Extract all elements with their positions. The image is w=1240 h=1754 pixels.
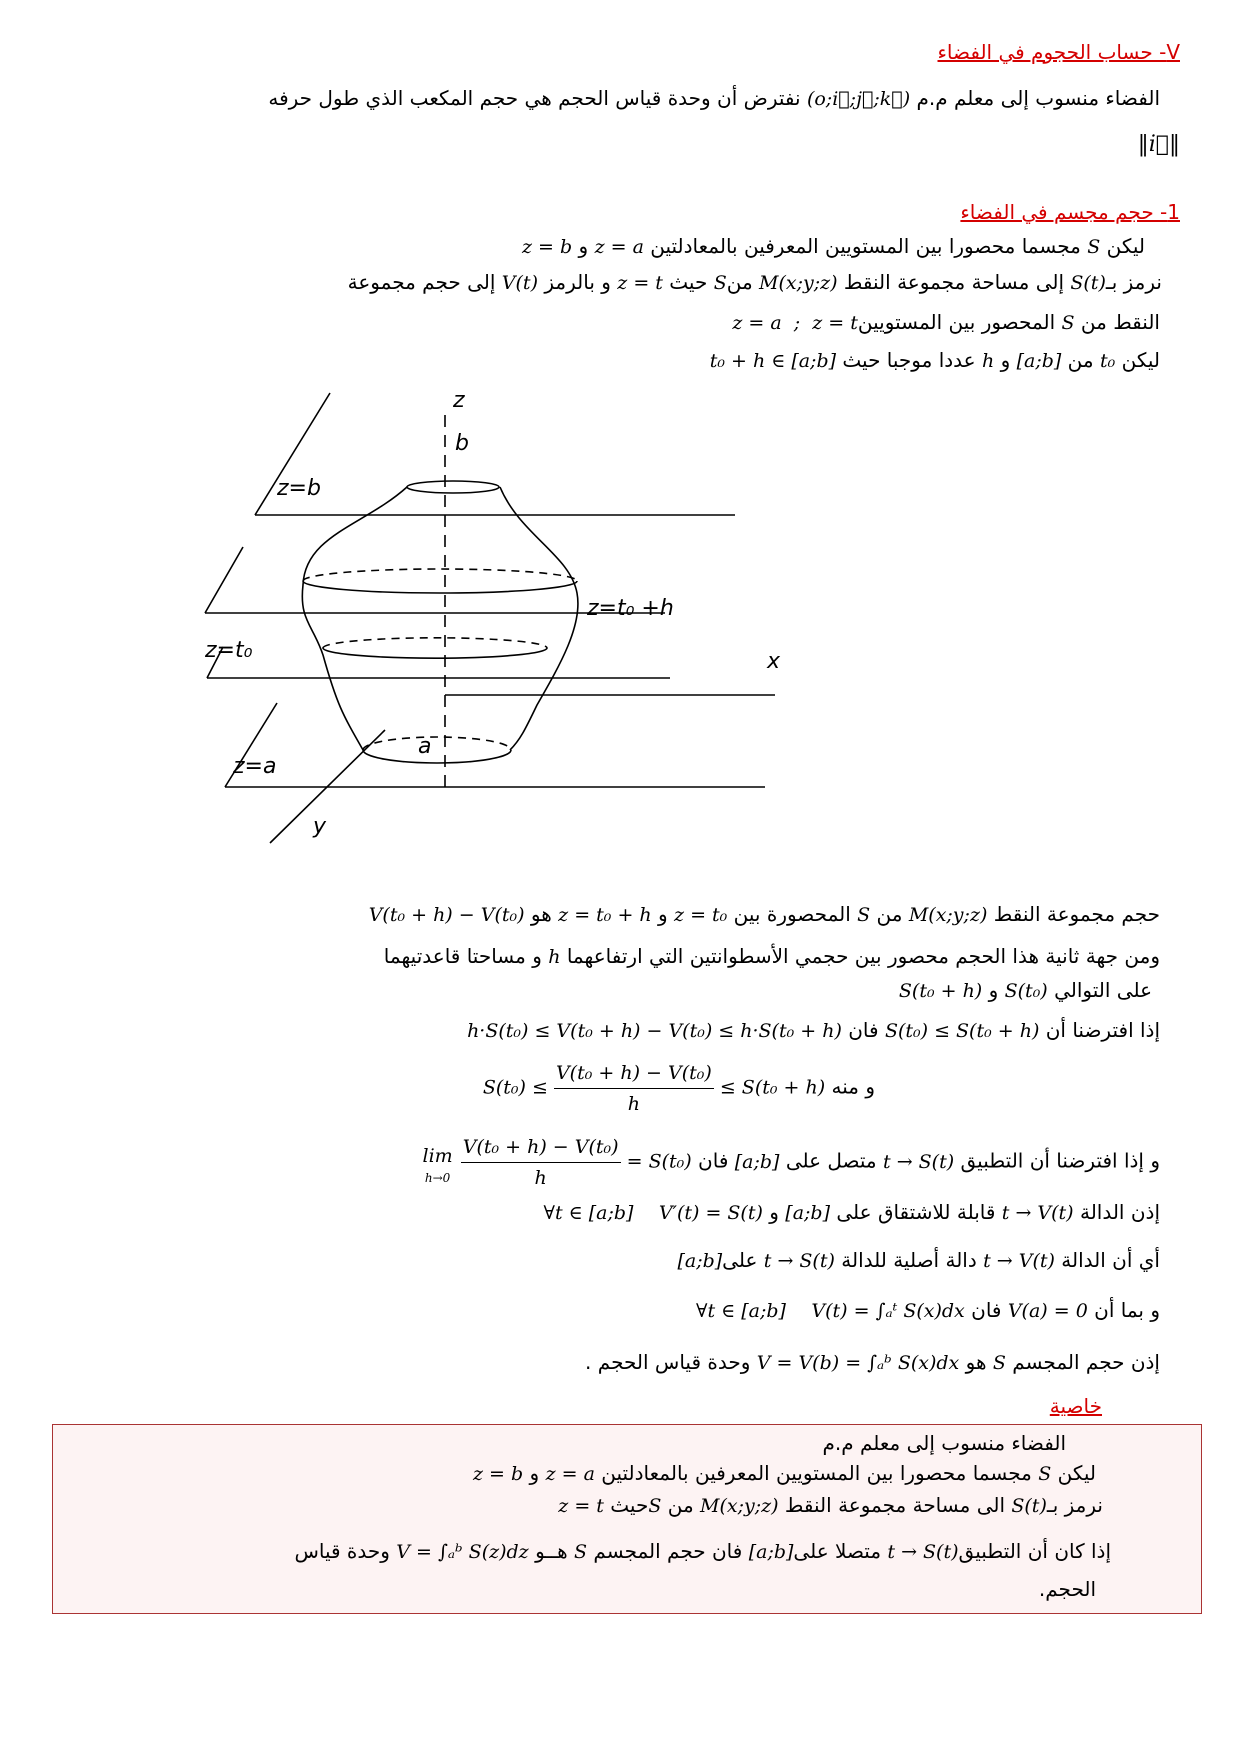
text: إذا افترضنا أن <box>1045 1018 1160 1042</box>
math: S <box>992 1352 1006 1374</box>
text: الى مساحة مجموعة النقط <box>784 1493 1006 1517</box>
text: نرمز بـ <box>1046 1493 1103 1517</box>
math: z = b <box>473 1463 524 1485</box>
text: وحدة قياس الحجم . <box>585 1350 751 1374</box>
math: S(t) <box>1011 1495 1047 1517</box>
math: ≤ S(t₀ + h) <box>719 1076 826 1099</box>
intro-part1: الفضاء منسوب إلى معلم م.م <box>916 86 1160 110</box>
text: و منه <box>831 1074 875 1099</box>
solid-right-side <box>500 487 578 750</box>
paragraph-11 <box>544 1198 1161 1227</box>
text: دالة أصلية للدالة <box>841 1248 977 1272</box>
label-z: z <box>453 388 465 413</box>
label-plane-b: z=b <box>277 476 321 501</box>
base-ellipse-front <box>363 750 511 763</box>
math: S <box>574 1541 588 1563</box>
text: و <box>1000 348 1011 372</box>
lim-subscript: h→0 <box>424 1170 451 1185</box>
label-x: x <box>767 649 781 674</box>
text: عددا موجبا حيث <box>842 348 976 372</box>
text: و مساحتا قاعدتيهما <box>383 944 542 968</box>
paragraph-1 <box>522 232 1145 261</box>
text: فان حجم المجسم <box>593 1539 743 1563</box>
property-line-5: الحجم. <box>1038 1577 1096 1601</box>
text: و إذا افترضنا أن التطبيق <box>960 1148 1160 1173</box>
text: من <box>726 270 753 294</box>
text: و <box>988 978 999 1002</box>
text: و <box>529 1461 540 1485</box>
math: S <box>1038 1463 1052 1485</box>
text: متصلا على <box>793 1539 882 1563</box>
math: S(t₀) ≤ <box>482 1076 548 1099</box>
math: z = b <box>522 236 573 258</box>
text: على التوالي <box>1054 978 1152 1002</box>
lim-text: lim <box>422 1144 453 1167</box>
solid-volume-figure <box>195 385 795 845</box>
text: متصل على <box>785 1148 877 1173</box>
intro-part2: نفترض أن وحدة قياس الحجم هي حجم المكعب الذي طول حرفه <box>268 86 801 110</box>
math: t → S(t) <box>763 1250 835 1272</box>
solid-left-side <box>302 487 407 750</box>
math: [a;b] <box>748 1541 794 1563</box>
math: S <box>857 904 871 926</box>
text: فان <box>848 1018 879 1042</box>
label-y: y <box>313 814 327 839</box>
math: = S(t₀) <box>626 1150 692 1173</box>
math: z = t <box>617 272 663 294</box>
paragraph-10 <box>421 1132 1160 1193</box>
frame-notation: (o;i⃗;j⃗;k⃗) <box>806 88 911 110</box>
paragraph-14 <box>585 1348 1160 1377</box>
property-line-3 <box>558 1491 1103 1520</box>
math: M(x;y;z) <box>759 272 838 294</box>
text: هو <box>965 1350 987 1374</box>
property-line-2 <box>473 1459 1096 1488</box>
base-ellipse-back <box>363 737 511 750</box>
paragraph-6 <box>384 942 1160 971</box>
section-t0-back <box>323 638 547 648</box>
label-plane-t0: z=t₀ <box>205 638 253 663</box>
math: z = a ; z = t <box>732 312 858 334</box>
text: ومن جهة ثانية هذا الحجم محصور بين حجمي الأسطوانتين التي ارتفاعهما <box>566 944 1160 968</box>
math: t → S(t) <box>883 1150 955 1173</box>
section-title: V- حساب الحجوم في الفضاء <box>937 40 1180 64</box>
math: S <box>1061 312 1075 334</box>
text: أي أن الدالة <box>1061 1248 1160 1272</box>
section-t0-front <box>323 648 547 658</box>
math: z = t₀ + h <box>558 904 652 926</box>
text: هــو <box>535 1539 568 1563</box>
paragraph-5 <box>369 900 1160 929</box>
math: S(t₀) ≤ S(t₀ + h) <box>884 1020 1040 1042</box>
text: إذا كان أن التطبيق <box>958 1539 1111 1563</box>
property-line-4 <box>294 1537 1111 1566</box>
subsection-title: 1- حجم مجسم في الفضاء <box>960 200 1180 224</box>
math: M(x;y;z) <box>908 904 988 926</box>
paragraph-4 <box>710 346 1160 375</box>
text: هو <box>530 902 552 926</box>
math: S(t₀) <box>1004 980 1048 1002</box>
math: V(t) = ∫ₐᵗ S(x)dx <box>811 1300 965 1322</box>
label-b: b <box>455 431 469 456</box>
text: فان <box>698 1148 729 1173</box>
text: نرمز بـ <box>1105 270 1162 294</box>
section-t0h-back <box>303 569 577 581</box>
text: و بما أن <box>1094 1298 1160 1322</box>
label-plane-a: z=a <box>233 754 277 779</box>
text: حجم مجموعة النقط <box>993 902 1160 926</box>
math: S <box>713 272 727 294</box>
fraction <box>461 1132 621 1193</box>
math: M(x;y;z) <box>700 1495 779 1517</box>
math: t₀ <box>1099 350 1116 372</box>
text: ليكن <box>1057 1461 1096 1485</box>
math: S <box>1087 236 1101 258</box>
math: h <box>981 350 995 372</box>
numerator: V(t₀ + h) − V(t₀) <box>554 1058 714 1089</box>
text: إذن الدالة <box>1079 1200 1160 1224</box>
plane-t0h-edge <box>205 547 243 613</box>
text: و بالرمز <box>544 270 611 294</box>
paragraph-13 <box>696 1296 1160 1325</box>
property-title: خاصية <box>1049 1394 1102 1418</box>
math: h <box>548 946 561 968</box>
fraction <box>554 1058 714 1119</box>
text: على <box>722 1248 758 1272</box>
math: V = V(b) = ∫ₐᵇ S(x)dx <box>756 1352 960 1374</box>
text: و <box>658 902 668 926</box>
math: [a;b] <box>785 1202 830 1224</box>
paragraph-7 <box>899 976 1152 1005</box>
text: ليكن <box>1106 234 1145 258</box>
limit-expression <box>421 1132 692 1193</box>
text: إلى مساحة مجموعة النقط <box>843 270 1065 294</box>
math: t₀ + h ∈ [a;b] <box>709 350 837 372</box>
denominator: h <box>534 1167 547 1189</box>
math: S <box>648 1495 662 1517</box>
text: ليكن <box>1121 348 1160 372</box>
text: و <box>578 234 589 258</box>
math: [a;b] <box>734 1150 780 1173</box>
math: V′(t) = S(t) <box>658 1202 763 1224</box>
paragraph-12 <box>677 1246 1160 1275</box>
text: حيث <box>669 270 708 294</box>
paragraph-3 <box>732 308 1160 337</box>
numerator: V(t₀ + h) − V(t₀) <box>461 1132 621 1163</box>
math: t → V(t) <box>983 1250 1055 1272</box>
math: z = a <box>594 236 644 258</box>
section-t0h-front <box>303 581 577 593</box>
math: z = a <box>545 1463 595 1485</box>
property-line-1: الفضاء منسوب إلى معلم م.م <box>822 1431 1066 1455</box>
math: ∀t ∈ [a;b] <box>543 1202 634 1224</box>
math: ∀t ∈ [a;b] <box>695 1300 786 1322</box>
math: t → S(t) <box>887 1541 959 1563</box>
intro-line <box>268 84 1160 113</box>
math: S(t₀ + h) <box>898 980 983 1002</box>
text: مجسما محصورا بين المستويين المعرفين بالمعادلتين <box>601 1461 1032 1485</box>
text: إذن حجم المجسم <box>1012 1350 1160 1374</box>
text: من <box>1067 348 1094 372</box>
unit-norm: ‖i⃗‖ <box>1137 132 1180 157</box>
text: و <box>769 1200 779 1224</box>
math: V(t) <box>501 272 538 294</box>
text: المحصورة بين <box>733 902 851 926</box>
text: من <box>667 1493 694 1517</box>
math: t → V(t) <box>1001 1202 1074 1224</box>
label-plane-t0h: z=t₀ +h <box>587 596 674 621</box>
text: المحصور بين المستويين <box>857 310 1056 334</box>
math: V = ∫ₐᵇ S(z)dz <box>396 1541 529 1563</box>
text: النقط من <box>1080 310 1160 334</box>
paragraph-8 <box>467 1016 1160 1045</box>
text: من <box>876 902 903 926</box>
math: [a;b] <box>1016 350 1062 372</box>
text: حيث <box>610 1493 649 1517</box>
math: V(a) = 0 <box>1007 1300 1088 1322</box>
math: h·S(t₀) ≤ V(t₀ + h) − V(t₀) ≤ h·S(t₀ + h) <box>467 1020 842 1042</box>
text: فان <box>971 1298 1002 1322</box>
text: وحدة قياس <box>294 1539 390 1563</box>
norm-line <box>1138 130 1180 159</box>
property-box <box>52 1424 1202 1614</box>
math: S(t) <box>1070 272 1106 294</box>
top-ellipse <box>407 481 499 493</box>
label-a: a <box>418 734 432 759</box>
inequality-fraction <box>483 1058 825 1119</box>
math: V(t₀ + h) − V(t₀) <box>368 904 525 926</box>
math: z = t <box>558 1495 604 1517</box>
text: إلى حجم مجموعة <box>347 270 496 294</box>
paragraph-9 <box>483 1058 875 1119</box>
denominator: h <box>627 1093 640 1115</box>
limit-operator <box>421 1141 455 1185</box>
math: z = t₀ <box>674 904 728 926</box>
paragraph-2 <box>348 268 1162 297</box>
text: قابلة للاشتقاق على <box>836 1200 996 1224</box>
math: [a;b] <box>677 1250 723 1272</box>
text: مجسما محصورا بين المستويين المعرفين بالمعادلتين <box>650 234 1081 258</box>
